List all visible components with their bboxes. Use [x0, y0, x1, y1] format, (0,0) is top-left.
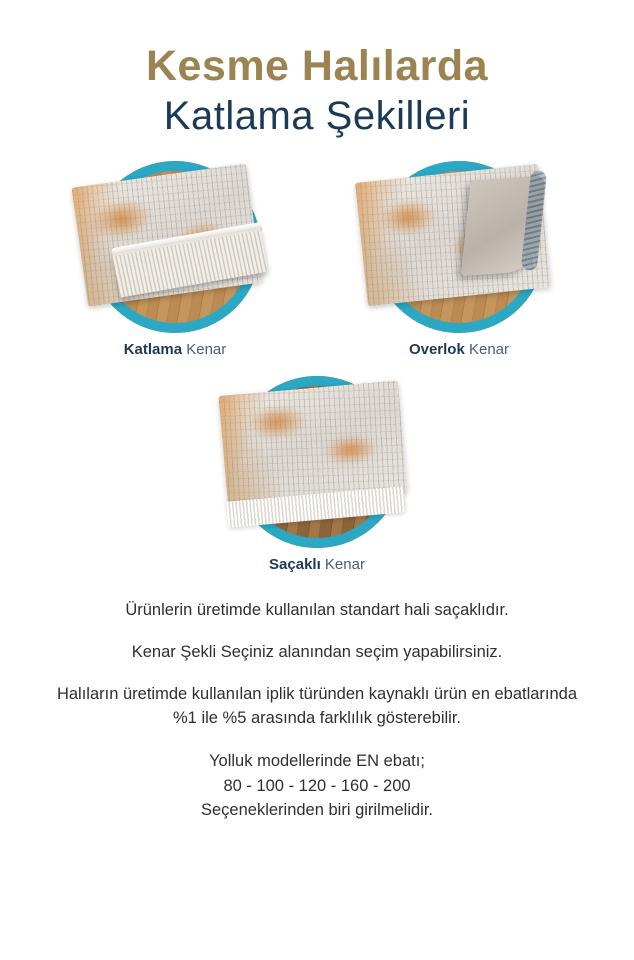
figure-overlok-image — [359, 157, 559, 337]
carpet-surface — [355, 164, 551, 307]
title-line-2: Katlama Şekilleri — [163, 94, 471, 139]
figure-sacakli-caption-rest: Kenar — [320, 556, 365, 574]
figure-sacakli — [197, 372, 437, 573]
figure-katlama-caption-rest: Kenar — [182, 341, 227, 359]
figures-row-top — [0, 157, 634, 358]
title-line-1: Kesme Halılarda — [145, 42, 489, 90]
sizes-block — [0, 749, 634, 823]
page-title — [0, 0, 634, 139]
sizes-note: Seçeneklerinden biri girilmelidir. — [200, 801, 434, 820]
figures-row-bottom — [0, 372, 634, 573]
note-edge-selection: Kenar Şekli Seçiniz alanından seçim yapabilirsiniz. — [131, 643, 503, 662]
figure-sacakli-image — [217, 372, 417, 552]
figure-katlama-image — [75, 157, 275, 337]
rust-patch — [322, 433, 378, 468]
figure-overlok-caption — [409, 341, 509, 358]
rust-patch — [246, 403, 309, 442]
figure-overlok-caption-rest: Kenar — [464, 341, 510, 359]
figure-katlama-caption-bold: Katlama — [123, 341, 183, 359]
figure-overlok-caption-bold: Overlok — [408, 341, 465, 359]
figure-overlok — [339, 157, 579, 358]
sizes-list: 80 - 100 - 120 - 160 - 200 — [223, 776, 411, 795]
note-size-tolerance: Halıların üretimde kullanılan iplik türünden kaynaklı ürün en ebatlarında %1 ile %5 arasında farklılık gösterebilir. — [56, 684, 578, 727]
figure-sacakli-caption — [269, 556, 365, 573]
figure-katlama-caption — [124, 341, 227, 358]
figure-katlama — [55, 157, 295, 358]
sizes-title: Yolluk modellerinde EN ebatı; — [209, 751, 425, 770]
figure-sacakli-caption-bold: Saçaklı — [269, 556, 321, 574]
rust-patch — [88, 195, 155, 243]
notes-section — [0, 599, 634, 823]
rust-patch — [377, 197, 438, 239]
note-standard-fringe: Ürünlerin üretimde kullanılan standart hali saçaklıdır. — [125, 601, 509, 620]
figures-section — [0, 157, 634, 573]
